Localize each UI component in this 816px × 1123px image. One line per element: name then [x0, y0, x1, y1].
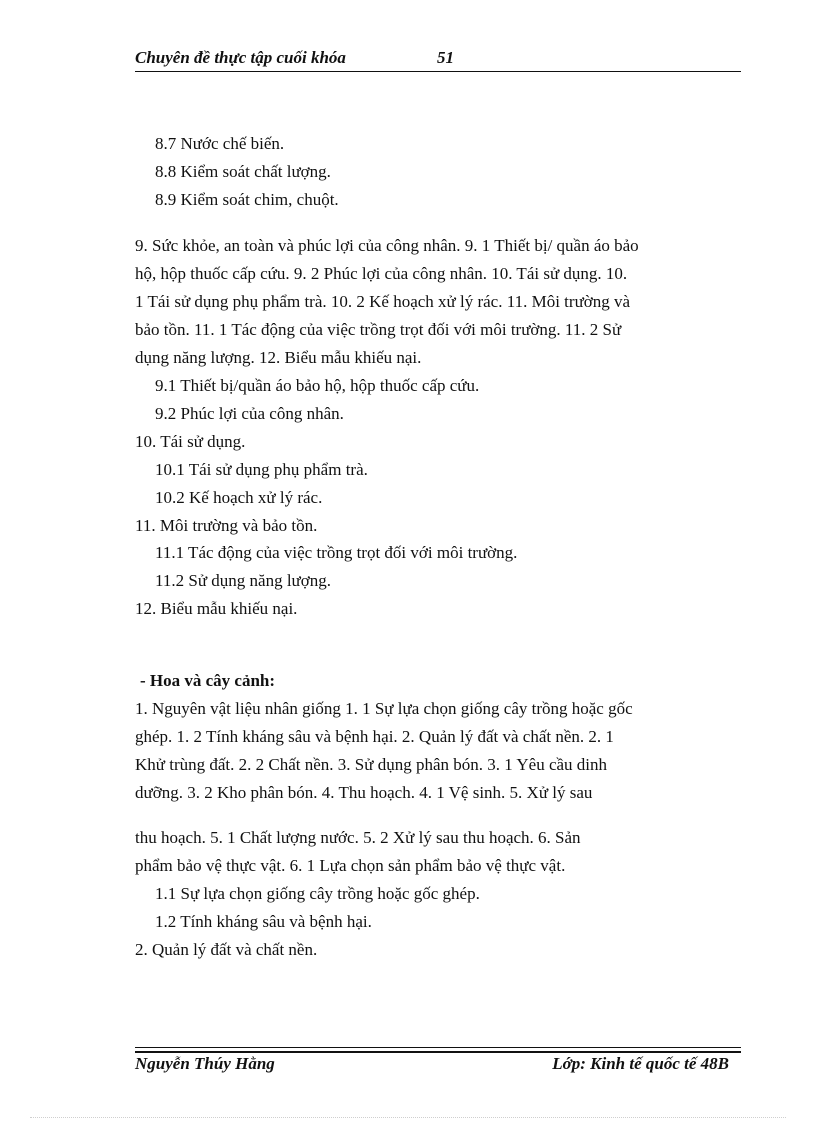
document-title: Chuyên đề thực tập cuối khóa	[135, 48, 346, 67]
class-name: Lớp: Kinh tế quốc tế 48B	[552, 1054, 729, 1073]
list-item: 9.2 Phúc lợi của công nhân.	[155, 404, 344, 423]
list-item: 12. Biểu mẫu khiếu nại.	[135, 599, 298, 618]
list-item: 2. Quản lý đất và chất nền.	[135, 940, 318, 959]
paragraph-line: phẩm bảo vệ thực vật. 6. 1 Lựa chọn sản phẩm bảo vệ thực vật.	[135, 856, 566, 875]
paragraph-line: dưỡng. 3. 2 Kho phân bón. 4. Thu hoạch. 4. 1 Vệ sinh. 5. Xử lý sau	[135, 783, 593, 802]
list-item: 8.8 Kiểm soát chất lượng.	[155, 162, 331, 181]
list-item: 11. Môi trường và bảo tồn.	[135, 516, 318, 535]
paragraph-line: 1 Tái sử dụng phụ phẩm trà. 10. 2 Kế hoạch xử lý rác. 11. Môi trường và	[135, 292, 631, 311]
list-item: 11.1 Tác động của việc trồng trọt đối với môi trường.	[155, 543, 518, 562]
page-header	[135, 48, 741, 72]
page-edge	[30, 1117, 786, 1118]
author-name: Nguyễn Thúy Hằng	[135, 1054, 275, 1073]
paragraph-line: Khử trùng đất. 2. 2 Chất nền. 3. Sử dụng phân bón. 3. 1 Yêu cầu dinh	[135, 755, 608, 774]
list-item: 10.2 Kế hoạch xử lý rác.	[155, 488, 323, 507]
paragraph-line: thu hoạch. 5. 1 Chất lượng nước. 5. 2 Xử lý sau thu hoạch. 6. Sản	[135, 828, 581, 847]
list-item: 1.2 Tính kháng sâu và bệnh hại.	[155, 912, 372, 931]
section-heading: - Hoa và cây cảnh:	[140, 671, 276, 690]
paragraph-line: dụng năng lượng. 12. Biểu mẫu khiếu nại.	[135, 348, 422, 367]
paragraph-line: bảo tồn. 11. 1 Tác động của việc trồng trọt đối với môi trường. 11. 2 Sử	[135, 320, 622, 339]
page-number: 51	[437, 48, 454, 67]
list-item: 1.1 Sự lựa chọn giống cây trồng hoặc gốc ghép.	[155, 884, 480, 903]
header-divider	[135, 71, 741, 72]
footer-divider	[135, 1051, 741, 1053]
list-item: 8.9 Kiểm soát chim, chuột.	[155, 190, 339, 209]
list-item: 9.1 Thiết bị/quần áo bảo hộ, hộp thuốc cấp cứu.	[155, 376, 480, 395]
list-item: 10.1 Tái sử dụng phụ phẩm trà.	[155, 460, 368, 479]
paragraph-line: ghép. 1. 2 Tính kháng sâu và bệnh hại. 2. Quản lý đất và chất nền. 2. 1	[135, 727, 614, 746]
paragraph-line: hộ, hộp thuốc cấp cứu. 9. 2 Phúc lợi của công nhân. 10. Tái sử dụng. 10.	[135, 264, 628, 283]
paragraph-line: 9. Sức khỏe, an toàn và phúc lợi của công nhân. 9. 1 Thiết bị/ quần áo bảo	[135, 236, 639, 255]
paragraph-line: 1. Nguyên vật liệu nhân giống 1. 1 Sự lựa chọn giống cây trồng hoặc gốc	[135, 699, 633, 718]
list-item: 11.2 Sử dụng năng lượng.	[155, 571, 332, 590]
list-item: 10. Tái sử dụng.	[135, 432, 246, 451]
list-item: 8.7 Nước chế biến.	[155, 134, 285, 153]
footer-divider	[135, 1047, 741, 1048]
